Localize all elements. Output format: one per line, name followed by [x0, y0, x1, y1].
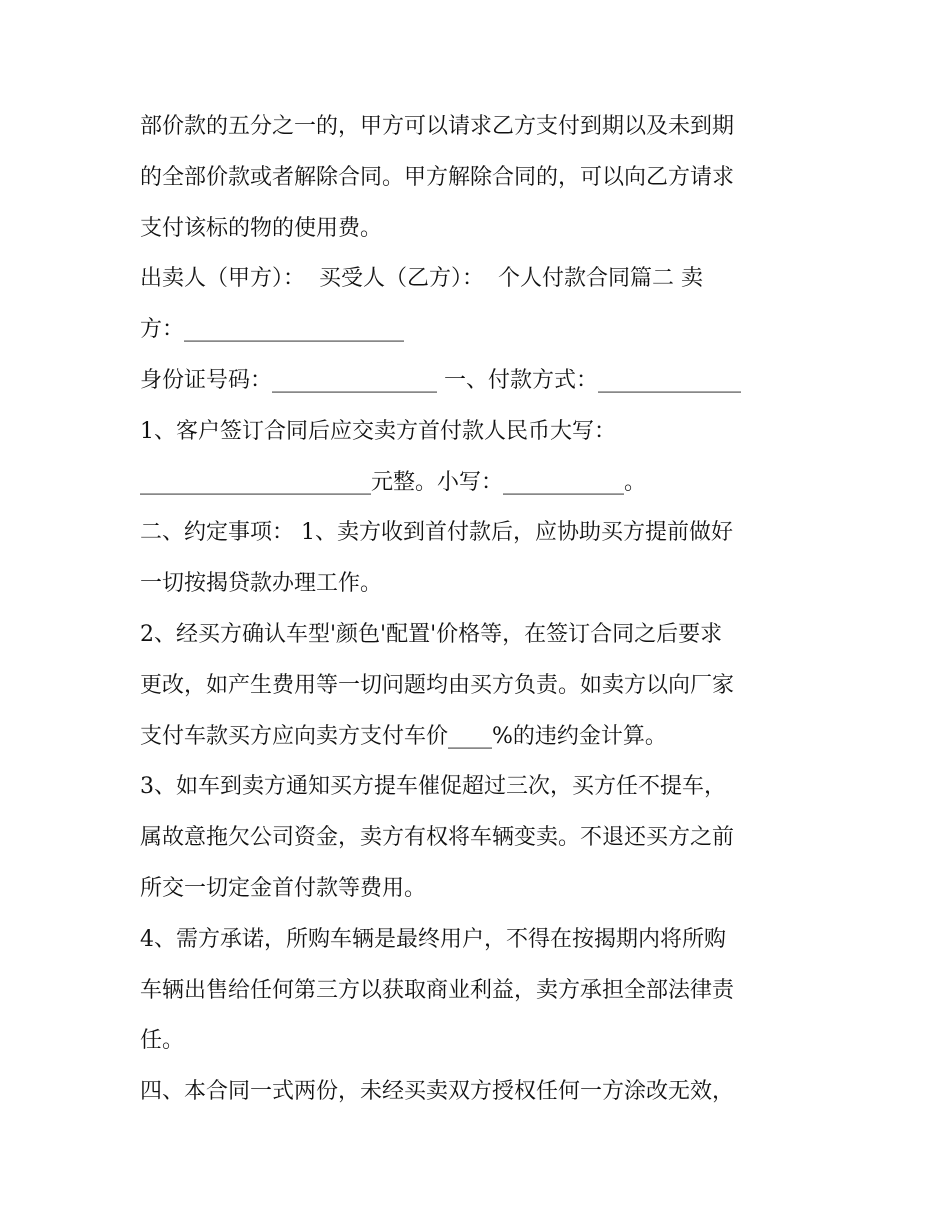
text-line: 2、经买方确认车型'颜色'配置'价格等，在签订合同之后要求	[140, 621, 723, 647]
text-line: 部价款的五分之一的，甲方可以请求乙方支付到期以及未到期	[140, 114, 735, 139]
text-line: 一切按揭贷款办理工作。	[140, 571, 383, 597]
text-line: 更改，如产生费用等一切问题均由买方负责。如卖方以向厂家	[140, 672, 735, 698]
text-line: 身份证号码：_______________ 一、付款方式：_____________	[140, 367, 741, 393]
text-line: 出卖人（甲方）： 买受人（乙方）： 个人付款合同篇二 卖	[140, 266, 703, 292]
text-line: 所交一切定金首付款等费用。	[140, 875, 427, 901]
text-line: 的全部价款或者解除合同。甲方解除合同的，可以向乙方请求	[140, 164, 735, 190]
text-line: 4、需方承诺，所购车辆是最终用户，不得在按揭期内将所购	[140, 926, 726, 952]
text-line: 3、如车到卖方通知买方提车催促超过三次，买方任不提车，	[140, 774, 726, 800]
text-line: 任。	[140, 1028, 185, 1054]
text-line: 二、约定事项： 1、卖方收到首付款后，应协助买方提前做好	[140, 520, 733, 546]
text-line: 四、本合同一式两份，未经买卖双方授权任何一方涂改无效，	[140, 1079, 735, 1105]
text-line: 车辆出售给任何第三方以获取商业利益，卖方承担全部法律责	[140, 977, 735, 1003]
contract-body	[140, 102, 820, 1118]
text-line: 方：____________________	[140, 317, 405, 343]
text-line: 支付车款买方应向卖方支付车价____%的违约金计算。	[140, 723, 667, 749]
text-line: _____________________元整。小写：___________。	[140, 469, 647, 495]
text-line: 支付该标的物的使用费。	[140, 215, 383, 241]
text-line: 1、客户签订合同后应交卖方首付款人民币大写：	[140, 418, 616, 444]
text-line: 属故意拖欠公司资金，卖方有权将车辆变卖。不退还买方之前	[140, 825, 735, 851]
